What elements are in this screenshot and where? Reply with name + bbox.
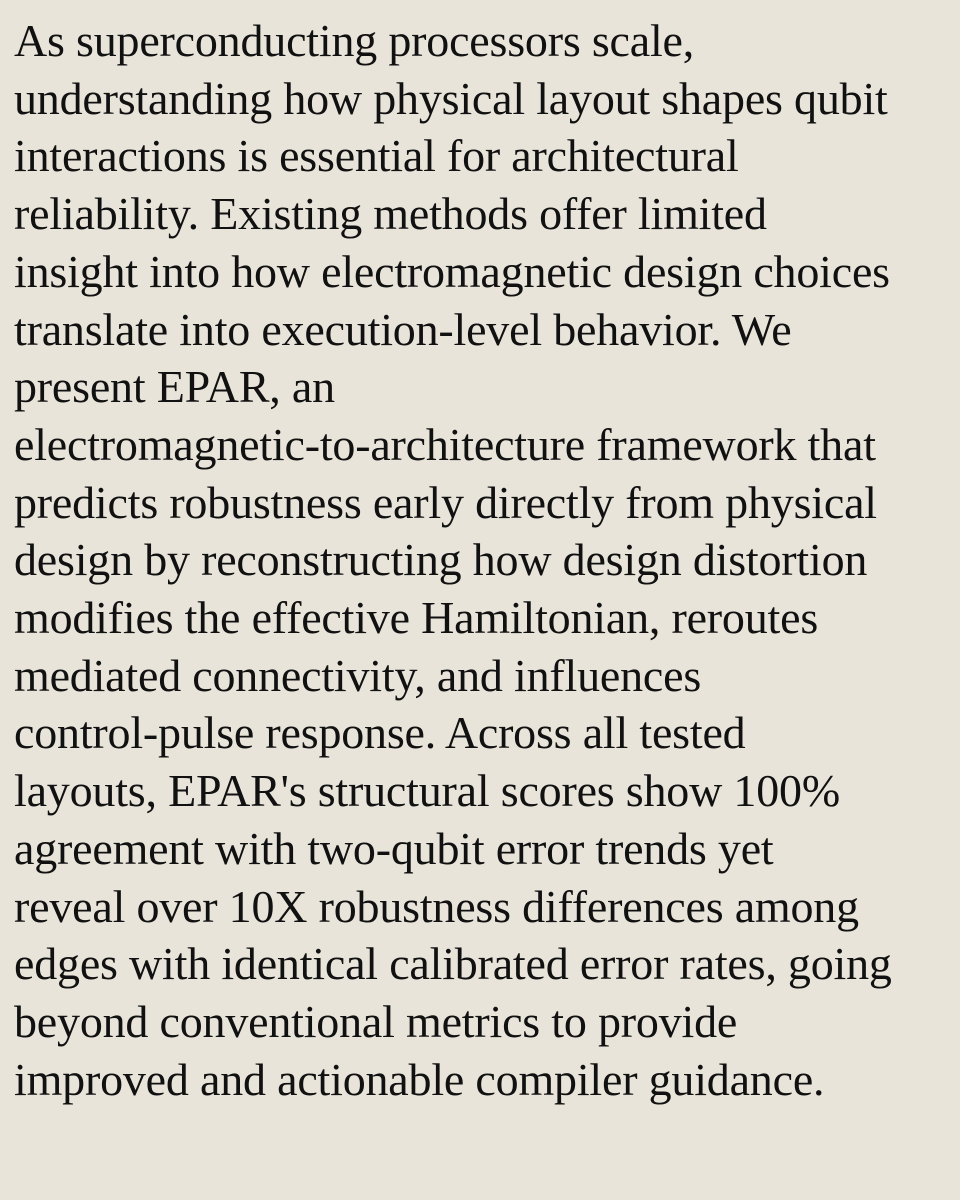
abstract-line: control-pulse response. Across all tested — [14, 707, 746, 759]
abstract-line: insight into how electromagnetic design choices — [14, 245, 890, 297]
abstract-line: translate into execution-level behavior. We — [14, 303, 792, 355]
abstract-line: layouts, EPAR's structural scores show 100% — [14, 765, 840, 817]
abstract-line: As superconducting processors scale, — [14, 15, 695, 66]
abstract-line: present EPAR, an — [14, 361, 335, 413]
abstract-line: agreement with two-qubit error trends yet — [14, 822, 774, 874]
abstract-line: beyond conventional metrics to provide — [14, 995, 738, 1047]
abstract-line: understanding how physical layout shapes qubit — [14, 72, 888, 124]
abstract-text — [14, 12, 946, 1108]
abstract-line: predicts robustness early directly from physical — [14, 476, 877, 528]
abstract-line: electromagnetic-to-architecture framework that — [14, 418, 876, 470]
abstract-line: modifies the effective Hamiltonian, reroutes — [14, 592, 819, 644]
abstract-line: reliability. Existing methods offer limited — [14, 188, 767, 240]
abstract-line: design by reconstructing how design distortion — [14, 534, 868, 586]
abstract-line: edges with identical calibrated error rates, going — [14, 938, 892, 990]
abstract-line: mediated connectivity, and influences — [14, 649, 702, 701]
abstract-line: reveal over 10X robustness differences among — [14, 880, 859, 932]
abstract-line: improved and actionable compiler guidance. — [14, 1053, 825, 1105]
abstract-line: interactions is essential for architectural — [14, 130, 739, 182]
